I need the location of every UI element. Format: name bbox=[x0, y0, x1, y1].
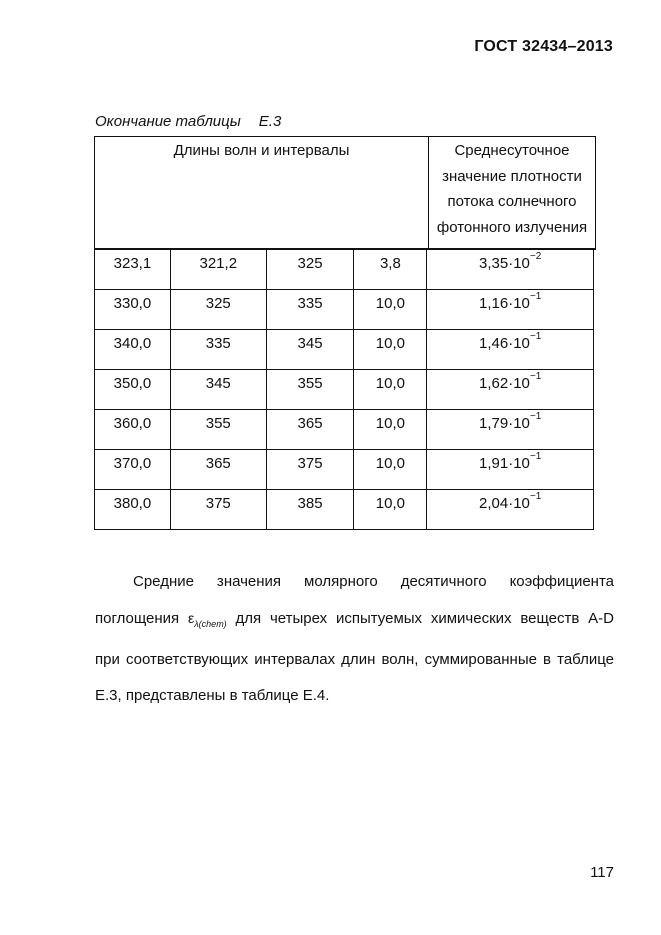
header-photon-flux bbox=[428, 137, 595, 248]
mantissa: 1,16·10 bbox=[479, 295, 530, 312]
table-cell: 10,0 bbox=[354, 290, 427, 330]
table-cell: 360,0 bbox=[95, 410, 171, 450]
flux-value-cell bbox=[427, 250, 594, 290]
exponent: −1 bbox=[529, 411, 542, 422]
mantissa: 1,91·10 bbox=[479, 455, 530, 472]
exponent: −2 bbox=[529, 251, 542, 262]
mantissa: 1,62·10 bbox=[479, 375, 530, 392]
mantissa: 2,04·10 bbox=[479, 495, 530, 512]
flux-value-cell bbox=[427, 370, 594, 410]
table-row bbox=[95, 330, 594, 370]
table-row bbox=[95, 450, 594, 490]
table-cell: 375 bbox=[170, 490, 266, 530]
caption-prefix: Окончание таблицы bbox=[95, 113, 241, 130]
flux-value-cell bbox=[427, 330, 594, 370]
table-cell: 323,1 bbox=[95, 250, 171, 290]
table-cell: 330,0 bbox=[95, 290, 171, 330]
table-cell: 380,0 bbox=[95, 490, 171, 530]
table-cell: 335 bbox=[170, 330, 266, 370]
exponent: −1 bbox=[529, 491, 542, 502]
table-header bbox=[94, 136, 596, 250]
mantissa: 1,79·10 bbox=[479, 415, 530, 432]
table-cell: 325 bbox=[170, 290, 266, 330]
text: для четырех испытуемых химических веществ A-D bbox=[235, 610, 615, 627]
flux-value-cell bbox=[427, 450, 594, 490]
exponent: −1 bbox=[529, 331, 542, 342]
exponent: −1 bbox=[529, 451, 542, 462]
table-cell: 345 bbox=[170, 370, 266, 410]
table-row bbox=[95, 250, 594, 290]
table-cell: 321,2 bbox=[170, 250, 266, 290]
flux-value-cell bbox=[427, 290, 594, 330]
caption-table-id: Е.3 bbox=[258, 113, 282, 130]
table-cell: 350,0 bbox=[95, 370, 171, 410]
exponent: −1 bbox=[529, 291, 542, 302]
table-cell: 385 bbox=[266, 490, 354, 530]
exponent: −1 bbox=[529, 371, 542, 382]
table-cell: 345 bbox=[266, 330, 354, 370]
flux-value-cell bbox=[427, 490, 594, 530]
mantissa: 3,35·10 bbox=[479, 255, 530, 272]
paragraph-line: Е.3, представлены в таблице Е.4. bbox=[95, 686, 330, 704]
table-cell: 335 bbox=[266, 290, 354, 330]
mantissa: 1,46·10 bbox=[479, 335, 530, 352]
data-table bbox=[94, 249, 594, 530]
table-caption bbox=[95, 113, 281, 130]
table-row bbox=[95, 490, 594, 530]
table-cell: 365 bbox=[266, 410, 354, 450]
epsilon-symbol bbox=[188, 610, 227, 629]
header-line: значение плотности bbox=[442, 167, 582, 185]
eps-subscript: λ(chem) bbox=[194, 618, 227, 629]
header-line: потока солнечного bbox=[447, 193, 577, 210]
paragraph-line: Средние значения молярного десятичного коэффициента bbox=[133, 573, 614, 590]
table-cell: 10,0 bbox=[354, 330, 427, 370]
table-cell: 365 bbox=[170, 450, 266, 490]
table-cell: 10,0 bbox=[354, 410, 427, 450]
page-number: 117 bbox=[590, 864, 614, 881]
table-cell: 375 bbox=[266, 450, 354, 490]
table-cell: 355 bbox=[170, 410, 266, 450]
table-cell: 355 bbox=[266, 370, 354, 410]
table-cell: 10,0 bbox=[354, 370, 427, 410]
flux-value-cell bbox=[427, 410, 594, 450]
table-row bbox=[95, 410, 594, 450]
paragraph-line bbox=[95, 600, 614, 642]
table-row bbox=[95, 370, 594, 410]
table-cell: 340,0 bbox=[95, 330, 171, 370]
table-cell: 325 bbox=[266, 250, 354, 290]
paragraph-line: при соответствующих интервалах длин волн, суммированные в таблице bbox=[95, 650, 614, 668]
table-cell: 3,8 bbox=[354, 250, 427, 290]
header-line: фотонного излучения bbox=[436, 218, 588, 236]
table-cell: 10,0 bbox=[354, 450, 427, 490]
table-row bbox=[95, 290, 594, 330]
header-line: Среднесуточное bbox=[454, 142, 570, 159]
eps: ε bbox=[188, 610, 195, 626]
standard-designation: ГОСТ 32434–2013 bbox=[474, 38, 613, 55]
text: поглощения bbox=[95, 610, 180, 627]
table-cell: 10,0 bbox=[354, 490, 427, 530]
table-cell: 370,0 bbox=[95, 450, 171, 490]
header-wavelengths: Длины волн и интервалы bbox=[173, 142, 350, 159]
body-paragraph bbox=[95, 564, 614, 714]
